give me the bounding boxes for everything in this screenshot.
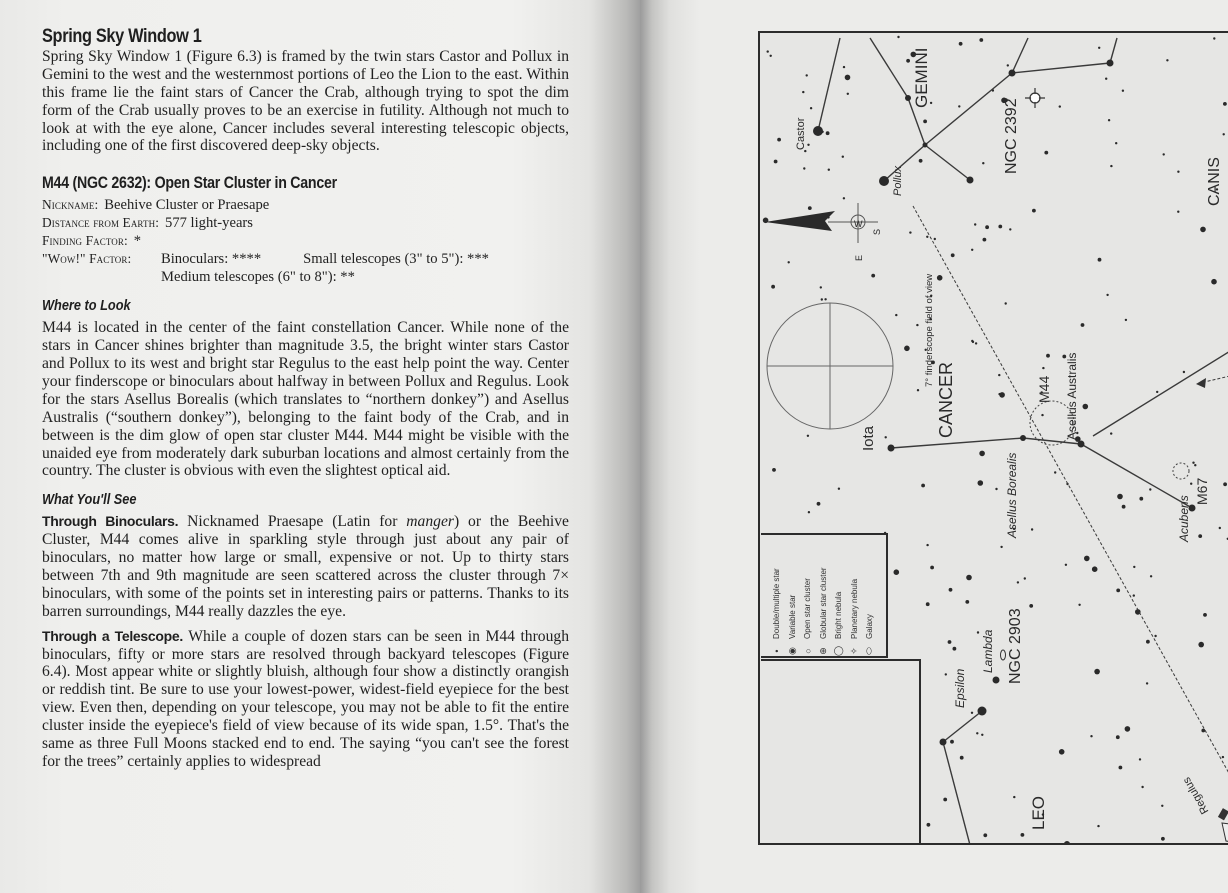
field-star: [1024, 577, 1026, 579]
label-asellus-borealis: Asellus Borealis: [1005, 452, 1019, 538]
field-star: [959, 42, 963, 46]
field-star: [1054, 471, 1056, 473]
star-lambda: [993, 677, 1000, 684]
field-star: [1046, 354, 1050, 358]
field-star: [1115, 142, 1117, 144]
telescope-paragraph: [42, 628, 569, 771]
field-star: [1161, 805, 1163, 807]
field-star: [1223, 102, 1227, 106]
field-star: [1177, 171, 1179, 173]
field-star: [820, 286, 822, 288]
fact-finding: [42, 232, 569, 250]
label-m67: M67: [1194, 477, 1210, 505]
field-star: [998, 374, 1000, 376]
field-star: [1223, 482, 1227, 486]
field-star: [1150, 575, 1152, 577]
field-star: [927, 823, 931, 827]
ngc2392-planetary-nebula-icon: [1025, 88, 1045, 108]
star-asellus-borealis: [1020, 435, 1026, 441]
star-pollux: [879, 176, 889, 186]
field-star: [1139, 497, 1143, 501]
field-star: [926, 236, 928, 238]
fact-nickname: [42, 196, 569, 214]
field-star: [1081, 323, 1085, 327]
field-star: [949, 588, 953, 592]
legend-item: [769, 539, 785, 657]
fact-label: "Wow!" Factor:: [42, 251, 132, 267]
field-star: [951, 253, 955, 257]
star-gemini: [1107, 60, 1114, 67]
fact-distance: [42, 214, 569, 232]
regulus-pointer-icon: [1218, 808, 1228, 843]
fact-label: Nickname:: [42, 197, 99, 213]
book-gutter: [640, 0, 700, 893]
star-leo: [940, 739, 947, 746]
field-star: [974, 223, 976, 225]
field-star: [983, 833, 987, 837]
gemini-line: [1012, 38, 1028, 73]
legend-item: [862, 539, 878, 657]
gemini-line: [884, 145, 925, 181]
field-star: [1059, 105, 1061, 107]
field-star: [921, 484, 925, 488]
field-star: [838, 488, 840, 490]
field-star: [1021, 833, 1025, 837]
field-star: [1013, 796, 1015, 798]
field-star: [1117, 494, 1123, 500]
field-star: [1222, 756, 1224, 758]
binoculars-text-a: Nicknamed Praesape (Latin for: [187, 513, 398, 531]
m67-cluster-icon: [1173, 463, 1189, 479]
field-star: [950, 740, 954, 744]
field-star: [1219, 527, 1221, 529]
double-star-icon: •: [771, 649, 782, 653]
legend-list: [769, 539, 878, 657]
field-star: [808, 511, 810, 513]
cancer-line: [891, 438, 1023, 448]
field-star: [885, 436, 887, 438]
cancer-line: [1093, 345, 1228, 436]
field-star: [1031, 528, 1033, 530]
spacer: [261, 250, 303, 268]
wow-medium-telescopes: Medium telescopes (6" to 8"): **: [161, 269, 355, 286]
gemini-line: [870, 38, 908, 98]
field-star: [1125, 726, 1131, 732]
field-star: [828, 169, 830, 171]
field-star: [1078, 604, 1080, 606]
field-star: [788, 261, 790, 263]
field-star: [1098, 258, 1102, 262]
fact-value: *: [133, 233, 142, 250]
field-star: [1007, 64, 1009, 66]
field-star: [934, 238, 936, 240]
field-star: [1146, 682, 1148, 684]
field-star: [1200, 227, 1206, 233]
star-epsilon: [978, 707, 987, 716]
legend-item: [785, 539, 801, 657]
legend-label: Globular star cluster: [818, 567, 828, 639]
fact-value: Beehive Cluster or Praesape: [104, 197, 270, 214]
field-star: [1005, 302, 1007, 304]
field-star: [824, 298, 826, 300]
field-star: [1116, 589, 1120, 593]
field-star: [971, 249, 973, 251]
section-title: Spring Sky Window 1: [42, 26, 202, 47]
field-star: [802, 91, 804, 93]
field-star: [1166, 59, 1168, 61]
field-star: [1183, 371, 1185, 373]
field-star: [1042, 367, 1044, 369]
wow-line: [161, 250, 489, 268]
legend-label: Open star cluster: [803, 578, 813, 639]
leo-line: [943, 742, 970, 845]
field-star: [1094, 669, 1100, 675]
label-cancer: CANCER: [936, 361, 956, 438]
label-acubens: Acubens: [1177, 495, 1191, 542]
field-star: [1146, 640, 1150, 644]
field-star: [953, 647, 957, 651]
variable-star-icon: ◉: [786, 647, 797, 655]
field-star: [1110, 432, 1112, 434]
field-star: [979, 451, 985, 457]
field-star: [1141, 786, 1143, 788]
field-star: [770, 55, 772, 57]
label-leo: LEO: [1029, 795, 1048, 830]
field-star: [1198, 534, 1202, 538]
telescope-text: While a couple of dozen stars can be seen in M44 through binoculars, fifty or more stars are resolved through backyard telescopes (Figure 6.4). Most appear white or slightly bluish, although four show a distinctly orangish or reddish tint. Be sure to use your lowest-power, widest-field eyepiece for the best view. Even then, depending on your telescope, you may not be able to fit the entire cluster inside the eyepiece's field of view because of its wide span, 1.5°. That's the same as three Full Moons stacked end to end. The saying “you can't see the forest for the trees” certainly applies to widespread: [42, 627, 569, 770]
wow-small-telescopes: Small telescopes (3" to 5"): ***: [303, 251, 489, 268]
field-star: [1203, 613, 1207, 617]
field-star: [1108, 119, 1110, 121]
field-star: [982, 162, 984, 164]
star-castor: [813, 126, 823, 136]
field-star: [821, 298, 823, 300]
field-star: [1133, 566, 1135, 568]
field-star: [1211, 279, 1217, 285]
field-star: [958, 105, 960, 107]
field-star: [998, 393, 1000, 395]
star-gemini: [1009, 70, 1016, 77]
gemini-line: [1012, 63, 1110, 73]
field-star: [1083, 404, 1089, 410]
label-canis: CANIS: [1206, 157, 1223, 206]
globular-cluster-icon: ⊕: [817, 647, 828, 655]
text-column: [42, 24, 569, 771]
field-star: [926, 602, 930, 606]
field-star: [983, 238, 987, 242]
field-star: [845, 75, 851, 81]
field-star: [1192, 462, 1194, 464]
field-star: [923, 120, 927, 124]
field-star: [826, 131, 830, 135]
field-star: [871, 274, 875, 278]
field-star: [1190, 483, 1192, 485]
field-star: [926, 544, 928, 546]
legend-label: Bright nebula: [834, 591, 844, 639]
field-star: [772, 468, 776, 472]
star-asellus-australis: [1078, 441, 1085, 448]
bright-nebula-icon: ◯: [833, 645, 844, 657]
field-star: [1110, 165, 1112, 167]
field-star: [904, 346, 910, 352]
field-star: [1065, 564, 1067, 566]
label-ngc2392: NGC 2392: [1003, 98, 1020, 174]
field-star: [1213, 37, 1215, 39]
field-star: [1029, 604, 1033, 608]
field-star: [976, 732, 978, 734]
field-star: [1122, 90, 1124, 92]
binoculars-text-b: ) or the Beehive Cluster, M44 comes alive in sparkling style through just about any pair of binoculars, no matter how large or small, expensive or not. Up to thirty stars between 7th and 9th magnitude are seen scattered across the cluster through 7× binoculars, with some of the points set in interesting pairs or patterns. Thanks to its barren surroundings, M44 really dazzles the eye.: [42, 513, 569, 620]
binoculars-paragraph: [42, 513, 569, 620]
binoculars-text-em: manger: [406, 513, 454, 531]
field-star: [981, 734, 983, 736]
field-star: [1097, 825, 1099, 827]
field-star: [977, 631, 979, 633]
field-star: [774, 160, 778, 164]
legend-item: [800, 539, 816, 657]
field-star: [1059, 749, 1065, 755]
field-star: [945, 673, 947, 675]
field-star: [1009, 228, 1011, 230]
field-star: [806, 74, 808, 76]
telescope-runin: Through a Telescope.: [42, 627, 183, 644]
open-cluster-icon: ○: [802, 648, 813, 654]
label-regulus: Regulus: [1180, 775, 1212, 816]
field-star: [1163, 153, 1165, 155]
field-star: [1139, 758, 1141, 760]
wow-values: [161, 250, 489, 286]
star-gemini: [967, 177, 974, 184]
field-star: [1017, 581, 1019, 583]
field-star: [1092, 566, 1098, 572]
wow-binoculars: Binoculars: ****: [161, 251, 262, 268]
legend-label: Galaxy: [865, 614, 875, 639]
fact-wow: [42, 250, 569, 286]
finder-reticle-icon: [767, 303, 893, 429]
where-paragraph: M44 is located in the center of the faint constellation Cancer. While none of the stars in Cancer shines brighter than magnitude 3.5, the bright winter stars Castor and Pollux to its west and bright star Regulus to the east help point the way. Center your finderscope or binoculars about halfway in between Pollux and Regulus. Look for the stars Asellus Borealis (which translates to “northern donkey”) and Asellus Australis (“southern donkey”), belonging to the faint body of the Crab, and in between is the dim glow of open star cluster M44. M44 might be visible with the unaided eye from moderately dark suburban locations and almost certainly from the country. The cluster is obvious with even the slightest optical aid.: [42, 319, 569, 480]
field-star: [771, 285, 775, 289]
gemini-line: [1110, 38, 1117, 63]
field-star: [1154, 635, 1156, 637]
field-star: [808, 206, 812, 210]
field-star: [1116, 735, 1120, 739]
field-star: [810, 107, 812, 109]
m67-arrowhead-icon: [1196, 378, 1206, 388]
field-star: [1223, 133, 1225, 135]
field-star: [971, 712, 973, 714]
chart-legend: [761, 533, 888, 658]
star-gemini: [905, 95, 911, 101]
legend-label: Variable star: [787, 594, 797, 639]
label-lambda: Lambda: [981, 629, 995, 673]
binoculars-runin: Through Binoculars.: [42, 513, 179, 530]
cancer-line: [1081, 444, 1192, 508]
legend-item: [816, 539, 832, 657]
field-star: [978, 480, 984, 486]
see-heading: What You'll See: [42, 492, 137, 509]
object-facts: [42, 196, 569, 286]
fact-value: 577 light-years: [165, 215, 253, 232]
field-star: [1098, 47, 1100, 49]
label-finder-fov: 7° finderscope field of view: [924, 273, 935, 387]
label-ngc2903: NGC 2903: [1007, 608, 1024, 684]
field-star: [843, 66, 845, 68]
object-title: M44 (NGC 2632): Open Star Cluster in Cancer: [42, 174, 337, 193]
field-star: [919, 159, 923, 163]
field-star: [917, 389, 919, 391]
fact-label: Finding Factor:: [42, 233, 128, 249]
field-star: [995, 488, 997, 490]
field-star: [1161, 837, 1165, 841]
ngc2903-galaxy-icon: [1001, 650, 1006, 660]
field-star: [966, 575, 972, 581]
leo-line: [943, 711, 982, 742]
field-star: [895, 314, 897, 316]
field-star: [1105, 78, 1107, 80]
gemini-line: [925, 73, 1012, 145]
galaxy-icon: ⬭: [864, 647, 875, 655]
label-gemini: GEMINI: [912, 47, 931, 108]
where-heading: Where to Look: [42, 298, 131, 315]
field-star: [803, 167, 805, 169]
label-pollux: Pollux: [892, 166, 904, 196]
field-star: [1149, 488, 1151, 490]
fact-label: Distance from Earth:: [42, 215, 160, 231]
compass-w-label: W: [854, 219, 863, 229]
field-star: [777, 138, 781, 142]
legend-item: [847, 539, 863, 657]
field-star: [1041, 414, 1043, 416]
field-star: [804, 150, 806, 152]
field-star: [1032, 209, 1036, 213]
star-chart: [758, 31, 1228, 845]
field-star: [1044, 151, 1048, 155]
field-star: [909, 231, 911, 233]
field-star: [906, 59, 910, 63]
field-star: [972, 341, 974, 343]
compass-s-label: S: [872, 228, 882, 235]
field-star: [1198, 642, 1204, 648]
compass-e-label: E: [854, 254, 864, 261]
field-star: [1106, 294, 1108, 296]
field-star: [943, 798, 947, 802]
star-gemini: [923, 143, 928, 148]
field-star: [842, 156, 844, 158]
field-star: [1084, 556, 1090, 562]
field-star: [985, 225, 989, 229]
field-star: [1133, 594, 1135, 596]
field-star: [916, 324, 918, 326]
star-leo: [1064, 841, 1070, 845]
field-star: [979, 38, 983, 42]
legend-item: [831, 539, 847, 657]
field-star: [807, 435, 809, 437]
field-star: [817, 502, 821, 506]
legend-label: Planetary nebula: [849, 578, 859, 639]
field-star: [1119, 766, 1123, 770]
field-star: [847, 93, 849, 95]
planetary-nebula-icon: ✧: [848, 647, 859, 655]
field-star: [998, 225, 1002, 229]
gemini-line: [925, 145, 970, 180]
field-star: [807, 144, 809, 146]
field-star: [897, 36, 899, 38]
field-star: [1125, 319, 1127, 321]
field-star: [930, 566, 934, 570]
star-iota: [888, 445, 895, 452]
intro-paragraph: Spring Sky Window 1 (Figure 6.3) is framed by the twin stars Castor and Pollux in Gemini to the west and the westernmost portions of Leo the Lion to the east. Within this frame lie the faint stars of Cancer the Crab, although trying to spot the dim form of the Crab usually proves to be an exercise in futility. Although not much to look at with the eye alone, Cancer includes several interesting telescopic objects, including one of the first discovered deep-sky objects.: [42, 47, 569, 155]
label-m44: M44: [1036, 375, 1052, 403]
field-star: [948, 640, 952, 644]
label-epsilon: Epsilon: [953, 668, 967, 708]
field-star: [960, 756, 964, 760]
field-star: [843, 197, 845, 199]
gemini-line: [818, 38, 840, 131]
legend-label: Double/multiple star: [772, 568, 782, 639]
label-asellus-australis: Asellus Australis: [1065, 352, 1079, 440]
field-star: [1156, 391, 1158, 393]
field-star: [1090, 735, 1092, 737]
field-star: [975, 342, 977, 344]
field-star: [767, 50, 769, 52]
field-star: [1194, 464, 1196, 466]
label-castor: Castor: [795, 117, 807, 150]
field-star: [894, 569, 900, 575]
field-star: [1000, 546, 1002, 548]
locator-inset: [761, 659, 921, 845]
field-star: [1177, 211, 1179, 213]
field-star: [965, 600, 969, 604]
field-star: [1122, 505, 1126, 509]
label-iota: Iota: [860, 425, 877, 451]
field-star: [937, 275, 943, 281]
